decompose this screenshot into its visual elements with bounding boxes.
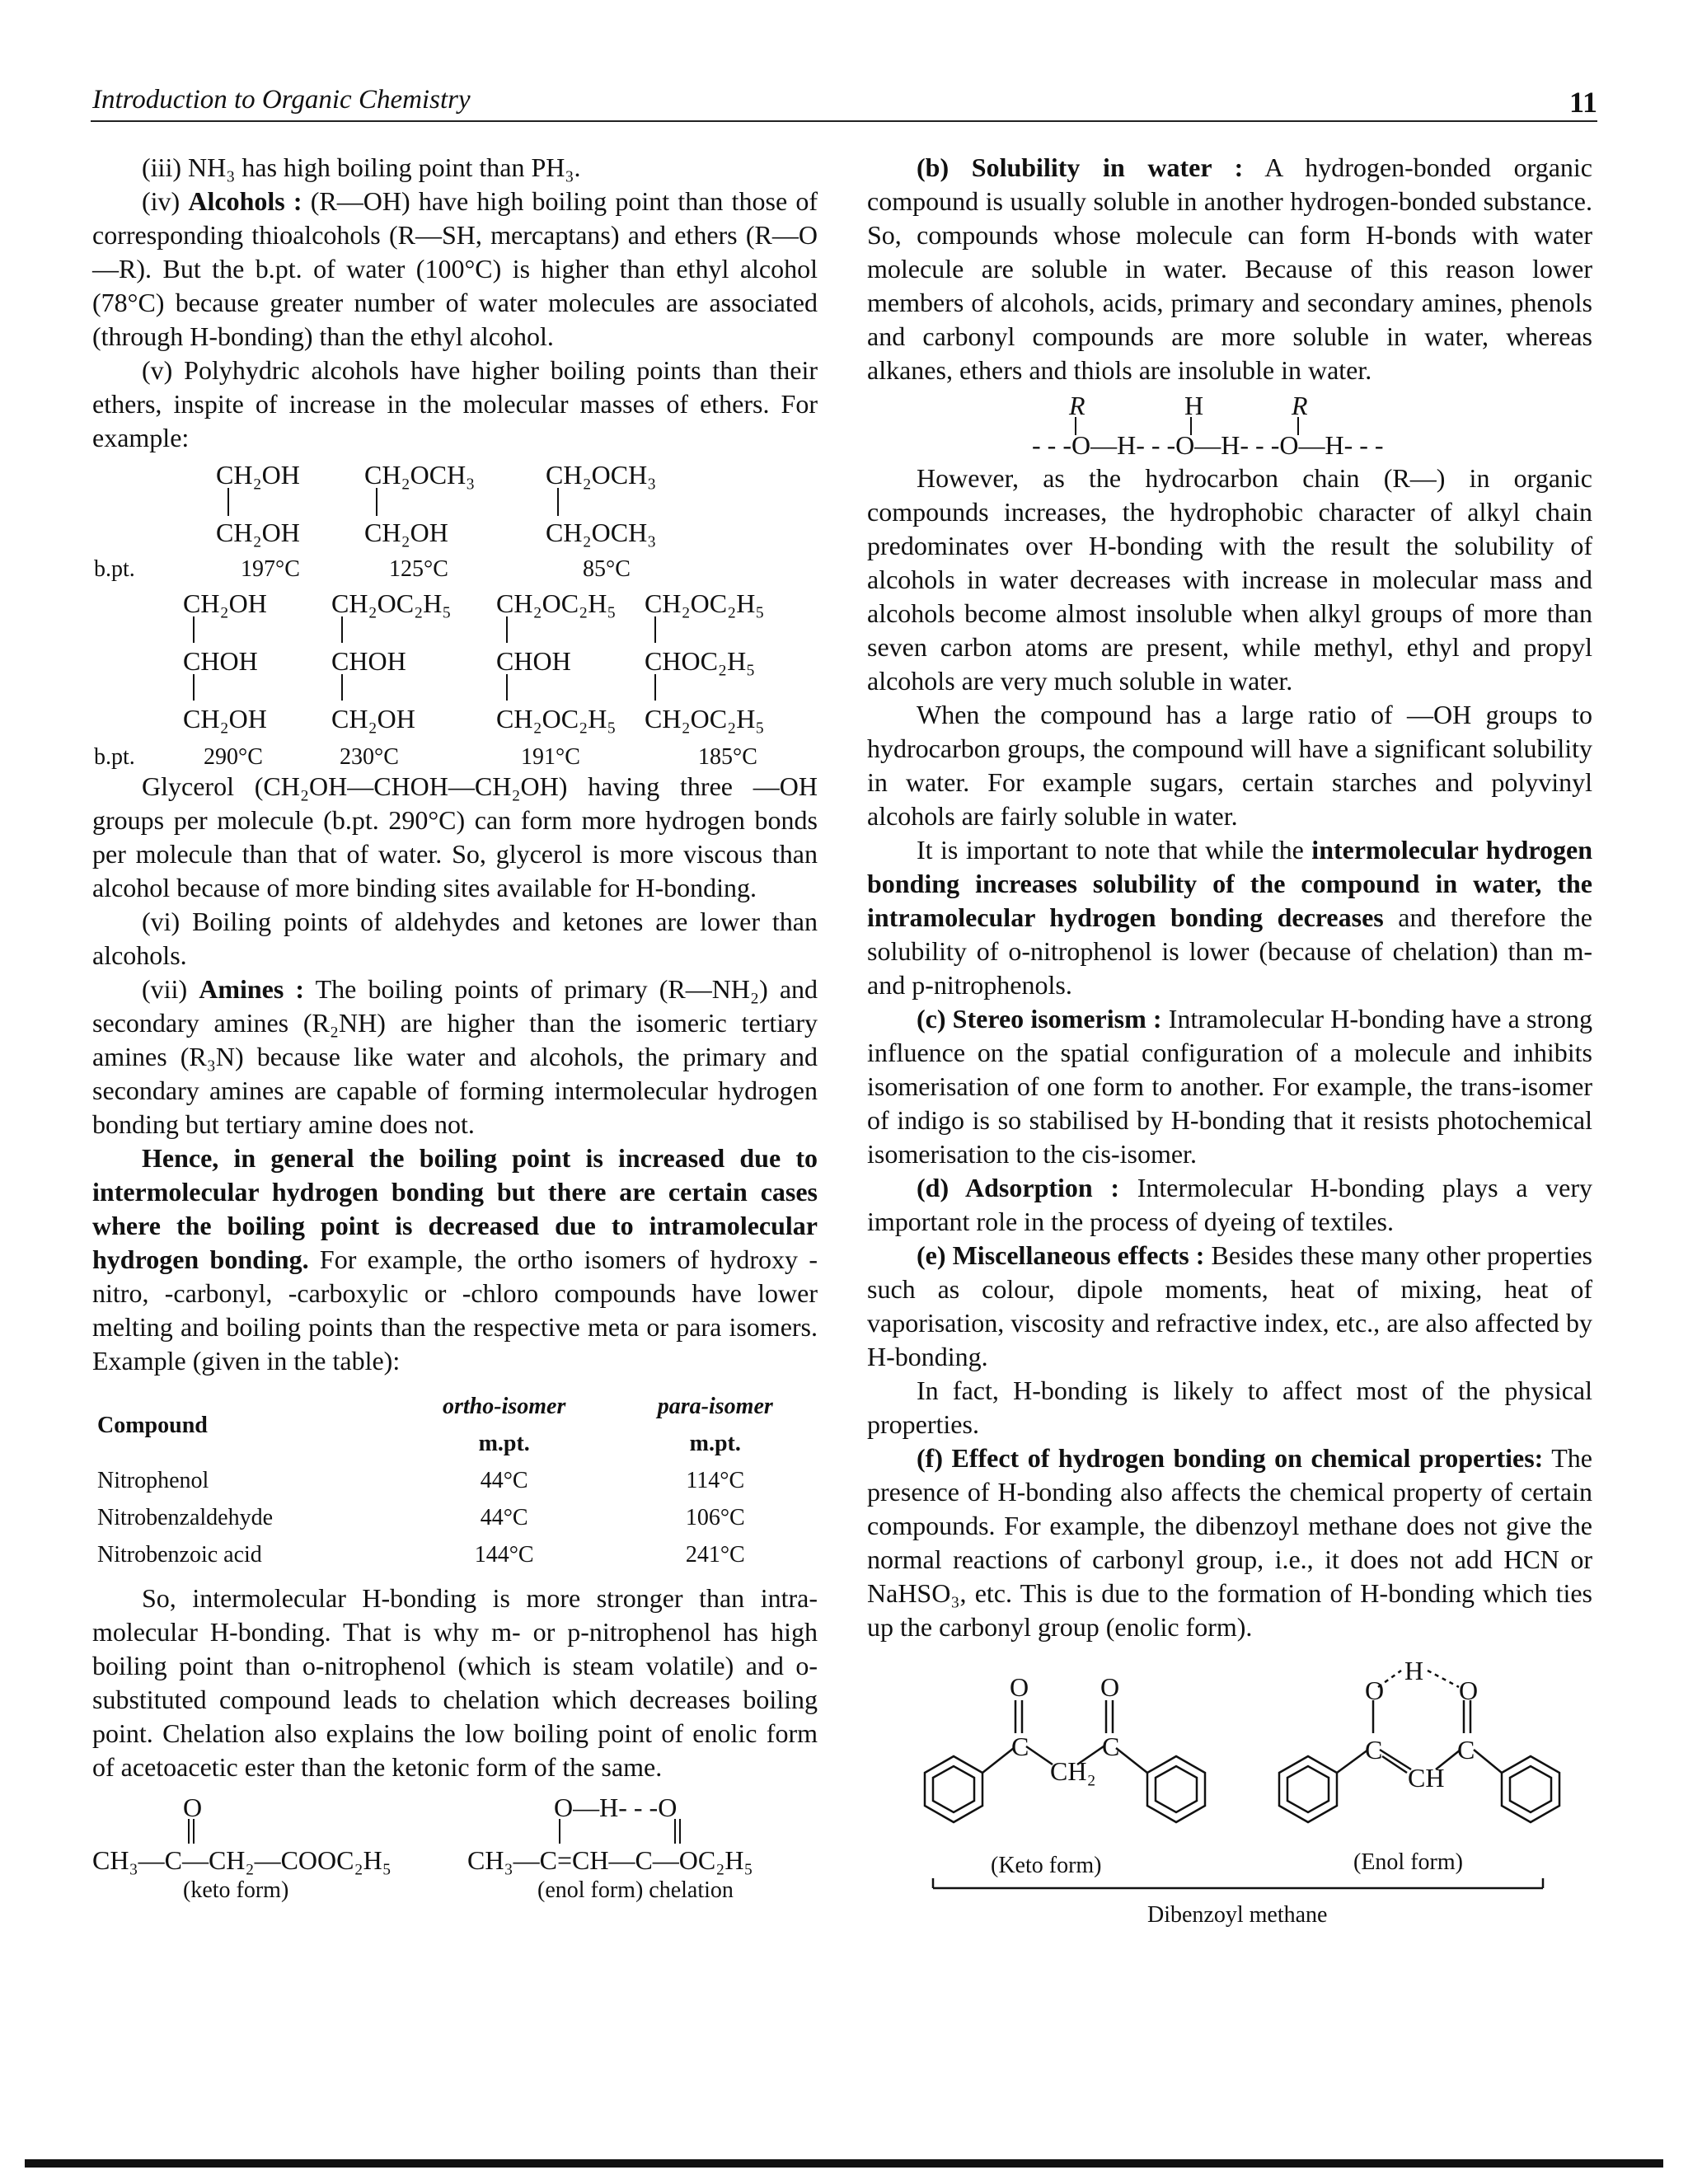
table-row: Nitrophenol 44°C 114°C — [97, 1468, 745, 1493]
enol-form-label: (Enol form) — [1353, 1849, 1463, 1875]
paragraph-physical: In fact, H-bonding is likely to affect most of the physical properties. — [867, 1376, 1592, 1439]
paragraph-solubility — [867, 151, 1592, 387]
atom-label: C — [1011, 1732, 1029, 1761]
formula-top: CH₂OC₂H₅ — [331, 588, 452, 618]
heading-solubility: (b) Solubility in water : — [917, 152, 1244, 182]
paragraph-stereo: (c) Stereo isomerism : Intramolecular H-bonding have a strong influence on the spatial configuration of a molecule and inhibits isomerisation of one form to another. For example, the trans-isomer of indigo is so stabilised by H-bonding that it resists photochemical isomerisation to the cis-isomer. — [867, 1004, 1593, 1169]
formula-bottom: CH₂OC₂H₅ — [645, 704, 765, 733]
formula-mid: CHOC₂H₅ — [645, 646, 756, 676]
dibenzoyl-structures — [867, 1657, 1592, 1905]
paragraph-chelation: So, intermolecular H-bonding is more stronger than intra-molecular H-bonding. That is why m- or p-nitrophenol has high boiling point than o-nitrophenol (which is steam volatile) and o- substituted compound leads to chelation which decreases boiling point. Chelation also explains the low boiling point of enolic form of acetoacetic ester than the ketonic form of the same. — [92, 1583, 818, 1782]
paragraph-summary — [92, 1141, 818, 1378]
table-header-mpt: m.pt. — [689, 1431, 741, 1456]
heading-chemical: (f) Effect of hydrogen bonding on chemical properties: — [917, 1443, 1544, 1473]
paragraph-misc: (e) Miscellaneous effects : Besides these many other properties such as colour, dipole moments, heat of mixing, heat of vaporisation, viscosity and refractive index, etc., are also affected by H-bonding. — [867, 1240, 1593, 1371]
atom-label: O — [1010, 1672, 1029, 1702]
bpt-value: 85°C — [583, 556, 631, 582]
enol-hbond: O—H- - -O — [554, 1793, 678, 1822]
formula-bottom: CH₂OH — [331, 704, 415, 733]
formula-mid: CHOH — [183, 646, 258, 676]
chain-r: R — [1069, 391, 1085, 420]
text-alcohols: (R—OH) have high boiling point than those of corresponding thioalcohols (R—SH, mercaptans) and ethers (R—O—R). But the b.pt. of water (100°C) is higher than ethyl alcohol (78°C) because greater number of water molecules are associated (through H-bonding) than the ethyl alcohol. — [92, 186, 818, 351]
formula-top: CH₂OCH₃ — [546, 460, 657, 490]
text-amines: The boiling points of primary (R—NH₂) and secondary amines (R₂NH) are higher than the isomeric tertiary amines (R₃N) because like water and alcohols, the primary and secondary amines are capable of forming intermolecular hydrogen bonding but tertiary amine does not. — [92, 974, 818, 1139]
table-header-ortho: ortho-isomer — [443, 1394, 566, 1419]
atom-label: CH — [1408, 1763, 1445, 1793]
atom-label: O — [1100, 1672, 1120, 1702]
formula-bottom: CH₂OH — [364, 518, 448, 547]
table-header-mpt: m.pt. — [478, 1431, 530, 1456]
chain-r: R — [1292, 391, 1308, 420]
paragraph-nh3: (iii) NH₃ has high boiling point than PH₃. — [142, 152, 581, 182]
left-column — [92, 151, 818, 1903]
benzene-ring-inner — [933, 1766, 974, 1812]
emphasis-bold: intermolecular hydrogen bonding increases solubility of the compound in water, the intramolecular hydrogen bonding decreases — [867, 835, 1593, 932]
bpt-value: 230°C — [340, 744, 399, 770]
atom-label: H — [1404, 1656, 1424, 1685]
figure-caption: Dibenzoyl methane — [1147, 1902, 1328, 1928]
chain-bonds: - - -O—H- - -O—H- - -O—H- - - — [1032, 430, 1384, 460]
benzene-ring-inner — [1510, 1766, 1551, 1812]
table-row: Nitrobenzoic acid 144°C 241°C — [97, 1542, 745, 1568]
right-column — [867, 151, 1593, 1928]
formula-bottom: CH₂OH — [183, 704, 267, 733]
bpt-label: b.pt. — [94, 556, 135, 582]
header-rule — [91, 120, 1597, 122]
running-header-title: Introduction to Organic Chemistry — [92, 85, 471, 115]
keto-formula: CH₃—C—CH₂—COOC₂H₅ — [92, 1845, 392, 1875]
atom-label: C — [1365, 1735, 1383, 1765]
paragraph-alcohols — [92, 185, 818, 354]
paragraph-adsorption: (d) Adsorption : Intermolecular H-bonding plays a very important role in the process of dyeing of textiles. — [867, 1173, 1593, 1236]
heading-alcohols: Alcohols : — [188, 186, 302, 216]
text-solubility: A hydrogen-bonded organic compound is usually soluble in another hydrogen-bonded substance. So, compounds whose molecule can form H-bonds with water molecule are soluble in water. Because of this reason lower members of alcohols, acids, primary and secondary amines, phenols and carbonyl compounds are more soluble in water, whereas alkanes, ethers and thiols are insoluble in water. — [867, 152, 1593, 385]
atom-label: C — [1102, 1732, 1120, 1761]
formula-top: CH₂OH — [183, 588, 267, 618]
benzene-ring-inner — [1287, 1766, 1329, 1812]
paragraph-chemical: (f) Effect of hydrogen bonding on chemical properties: The presence of H-bonding also affects the chemical property of certain compounds. For example, the dibenzoyl methane does not give the normal reactions of carbonyl group, i.e., it does not add HCN or NaHSO₃, etc. This is due to the formation of H-bonding which ties up the carbonyl group (enolic form). — [867, 1443, 1593, 1642]
paragraph-polyhydric: (v) Polyhydric alcohols have higher boiling points than their ethers, inspite of increase in the molecular masses of ethers. For example: — [92, 355, 818, 452]
formula-mid: CHOH — [331, 646, 406, 676]
formula-top: CH₂OH — [216, 460, 300, 490]
table-row: Nitrobenzaldehyde 44°C 106°C — [97, 1505, 745, 1530]
atom-label: C — [1457, 1735, 1475, 1765]
enol-formula: CH₃—C=CH—C—OC₂H₅ — [467, 1845, 753, 1875]
hbond-chain-diagram — [867, 387, 1592, 462]
heading-stereo: (c) Stereo isomerism : — [917, 1004, 1162, 1033]
formula-bottom: CH₂OH — [216, 518, 300, 547]
heading-adsorption: (d) Adsorption : — [917, 1173, 1120, 1202]
paragraph-intra-inter: It is important to note that while the intermolecular hydrogen bonding increases solubility of the compound in water, the intramolecular hydrogen bonding decreases and therefore the solubility of o-nitrophenol is lower (because of chelation) than m- and p-nitrophenols. — [867, 835, 1593, 1000]
enol-label: (enol form) chelation — [537, 1877, 734, 1903]
acetoacetic-ester-structures — [92, 1791, 818, 1903]
summary-bold: Hence, in general the boiling point is increased due to intermolecular hydrogen bonding but there are certain cases where the boiling point is decreased due to intramolecular hydrogen bonding. — [92, 1143, 818, 1274]
item-number: (vii) — [142, 974, 199, 1004]
paragraph-oh-ratio: When the compound has a large ratio of —OH groups to hydrocarbon groups, the compound will have a significant solubility in water. For example sugars, certain starches and polyvinyl alcohols are fairly soluble in water. — [867, 700, 1592, 831]
bottom-rule — [25, 2159, 1663, 2168]
bpt-value: 185°C — [698, 744, 757, 770]
bpt-label: b.pt. — [94, 744, 135, 770]
keto-oxygen: O — [183, 1793, 203, 1822]
atom-label: CH₂ — [1050, 1756, 1096, 1786]
keto-form-label: (Keto form) — [991, 1853, 1102, 1878]
melting-point-table — [92, 1388, 818, 1573]
glycerol-structures — [92, 579, 818, 770]
bpt-value: 290°C — [204, 744, 263, 770]
formula-top: CH₂OC₂H₅ — [645, 588, 765, 618]
heading-amines: Amines : — [199, 974, 305, 1004]
formula-top: CH₂OC₂H₅ — [496, 588, 617, 618]
bpt-value: 197°C — [241, 556, 300, 582]
formula-bottom: CH₂OC₂H₅ — [496, 704, 617, 733]
atom-label: O — [1365, 1675, 1385, 1705]
paragraph-hydrophobic: However, as the hydrocarbon chain (R—) in organic compounds increases, the hydrophobic character of alkyl chain predominates over H-bonding with the result the solubility of alcohols in water decreases with increase in molecular mass and alcohols become almost insoluble when alkyl groups of more than seven carbon atoms are present, while methyl, ethyl and propyl alcohols are very much soluble in water. — [867, 463, 1592, 696]
paragraph-amines — [92, 972, 818, 1141]
glycol-structures — [92, 455, 818, 582]
summary-text: For example, the ortho isomers of hydroxy -nitro, -carbonyl, -carboxylic or -chloro compounds have lower melting and boiling points than the respective meta or para isomers. Example (given in the table): — [92, 1244, 818, 1376]
item-number: (iv) — [142, 186, 189, 216]
formula-bottom: CH₂OCH₃ — [546, 518, 657, 547]
page-number: 11 — [1568, 86, 1597, 119]
heading-misc: (e) Miscellaneous effects : — [917, 1240, 1205, 1270]
atom-label: O — [1459, 1675, 1479, 1705]
paragraph-aldehydes: (vi) Boiling points of aldehydes and ketones are lower than alcohols. — [92, 907, 818, 970]
paragraph-glycerol: Glycerol (CH₂OH—CHOH—CH₂OH) having three —OH groups per molecule (b.pt. 290°C) can form more hydrogen bonds per molecule than that of water. So, glycerol is more viscous than alcohol because of more binding sites available for H-bonding. — [92, 771, 818, 902]
formula-mid: CHOH — [496, 646, 571, 676]
keto-label: (keto form) — [183, 1877, 289, 1903]
table-header-compound: Compound — [97, 1412, 208, 1438]
dibenzoyl-methane-figure — [867, 1656, 1592, 1928]
formula-top: CH₂OCH₃ — [364, 460, 476, 490]
bpt-value: 191°C — [521, 744, 580, 770]
chain-h: H — [1184, 391, 1204, 420]
bpt-value: 125°C — [389, 556, 448, 582]
benzene-ring-inner — [1156, 1766, 1197, 1812]
table-header-para: para-isomer — [657, 1394, 773, 1419]
